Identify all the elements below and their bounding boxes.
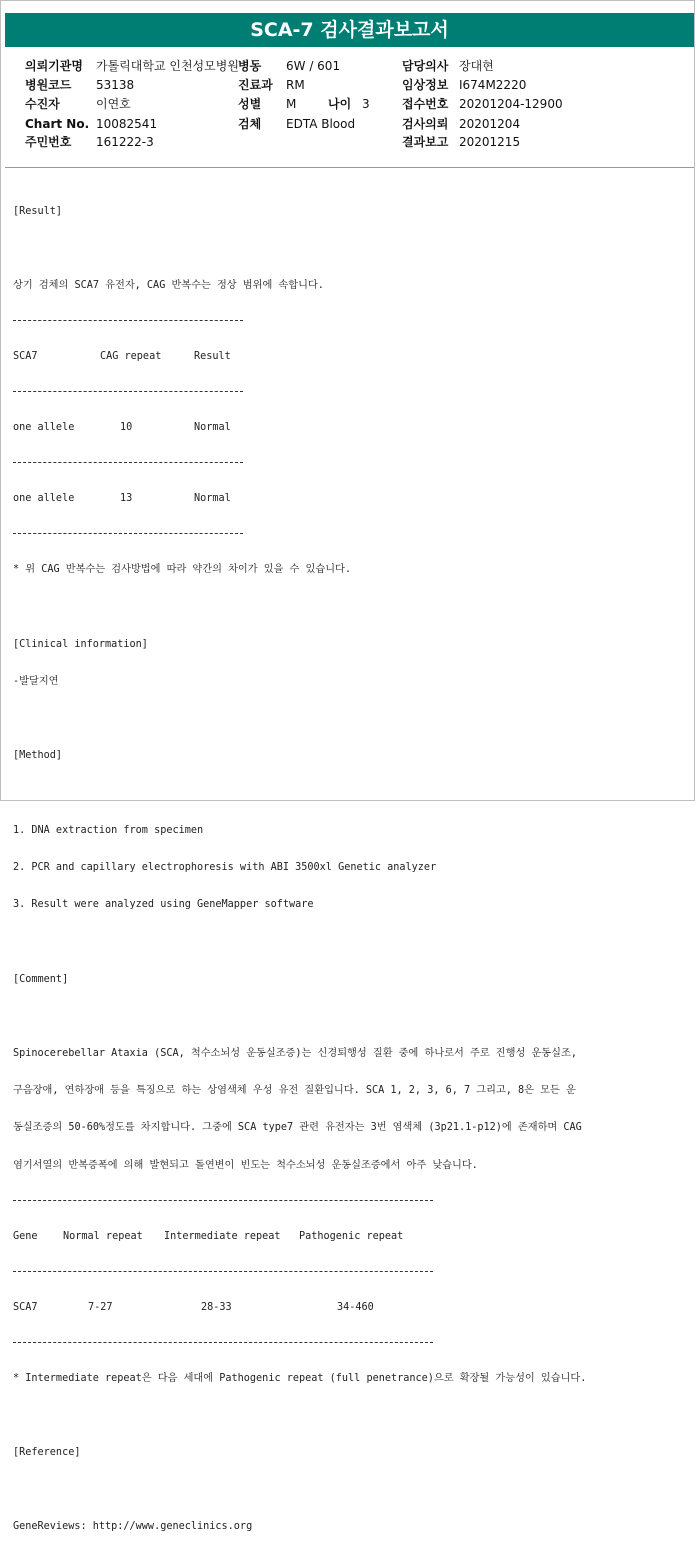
result-date-label: 결과보고 <box>402 135 449 149</box>
report-body <box>13 181 689 1559</box>
col-result: Result <box>194 351 231 363</box>
request-date-value: 20201204 <box>459 117 521 131</box>
table-row <box>13 493 689 505</box>
comment-line: 염기서열의 반복증폭에 의해 발현되고 돌연변이 빈도는 척수소뇌성 운동실조증에서 아주 낮습니다. <box>13 1159 478 1171</box>
hospital-value: 가톨릭대학교 인천성모병원 <box>96 59 239 73</box>
col-normal: Normal repeat <box>63 1230 143 1242</box>
table-row <box>13 1302 689 1314</box>
id-no-label: 주민번호 <box>25 135 72 149</box>
id-no-value: 161222-3 <box>96 135 154 149</box>
receiver-label: 수진자 <box>25 97 60 111</box>
clinical-info-label: 임상정보 <box>402 78 449 92</box>
header-divider <box>5 167 694 168</box>
doctor-label: 담당의사 <box>402 59 449 73</box>
sex-value: M <box>286 97 297 111</box>
divider <box>13 320 243 326</box>
result-table-header <box>13 351 689 363</box>
comment-line: 동실조증의 50-60%정도를 차지합니다. 그중에 SCA type7 관련 유전자는 3번 염색체 (3p21.1-p12)에 존재하며 CAG <box>13 1122 582 1134</box>
allele-repeat: 13 <box>120 493 133 505</box>
repeat-table-header <box>13 1231 689 1243</box>
divider <box>13 1271 433 1277</box>
sex-label: 성별 <box>238 97 262 111</box>
specimen-label: 검체 <box>238 117 262 131</box>
result-note: * 위 CAG 반복수는 검사방법에 따라 약간의 차이가 있을 수 있습니다. <box>13 564 352 576</box>
col-pathogenic: Pathogenic repeat <box>299 1230 404 1242</box>
allele-label: one allele <box>13 422 75 434</box>
clinical-heading: [Clinical information] <box>13 638 148 650</box>
divider <box>13 1200 433 1206</box>
divider <box>13 1342 433 1348</box>
comment-heading: [Comment] <box>13 973 69 985</box>
comment-line: 구음장애, 연하장애 등을 특징으로 하는 상염색체 우성 유전 질환입니다. SCA 1, 2, 3, 6, 7 그리고, 8은 모든 운 <box>13 1085 576 1097</box>
method-heading: [Method] <box>13 750 63 762</box>
result-date-value: 20201215 <box>459 135 521 149</box>
dept-value: RM <box>286 78 305 92</box>
reference-text: GeneReviews: http://www.geneclinics.org <box>13 1521 253 1533</box>
allele-result: Normal <box>194 422 231 434</box>
comment-note: * Intermediate repeat은 다음 세대에 Pathogenic repeat (full penetrance)으로 확장될 가능성이 있습니다. <box>13 1372 587 1384</box>
result-heading: [Result] <box>13 205 63 217</box>
col-cag: CAG repeat <box>100 351 162 363</box>
clinical-info-value: I674M2220 <box>459 78 527 92</box>
age-label: 나이 <box>328 97 352 111</box>
method-item: 3. Result were analyzed using GeneMapper software <box>13 899 314 911</box>
table-row <box>13 422 689 434</box>
age-value: 3 <box>362 97 370 111</box>
allele-result: Normal <box>194 493 231 505</box>
request-date-label: 검사의뢰 <box>402 117 449 131</box>
receiver-value: 이연호 <box>96 97 131 111</box>
allele-label: one allele <box>13 493 75 505</box>
allele-repeat: 10 <box>120 422 133 434</box>
col-gene: Gene <box>13 1230 38 1242</box>
clinical-text: -발달지연 <box>13 675 59 687</box>
chart-no-value: 10082541 <box>96 117 158 131</box>
gene-value: SCA7 <box>13 1301 38 1313</box>
intermediate-value: 28-33 <box>201 1301 232 1313</box>
hospital-code-label: 병원코드 <box>25 78 72 92</box>
col-intermediate: Intermediate repeat <box>164 1230 281 1242</box>
hospital-code-value: 53138 <box>96 78 135 92</box>
col-gene: SCA7 <box>13 351 38 363</box>
dept-label: 진료과 <box>238 78 273 92</box>
normal-value: 7-27 <box>88 1301 113 1313</box>
ward-value: 6W / 601 <box>286 59 341 73</box>
specimen-value: EDTA Blood <box>286 117 356 131</box>
receipt-no-value: 20201204-12900 <box>459 97 563 111</box>
hospital-label: 의뢰기관명 <box>25 59 83 73</box>
doctor-value: 장대현 <box>459 59 494 73</box>
pathogenic-value: 34-460 <box>337 1301 374 1313</box>
comment-line: Spinocerebellar Ataxia (SCA, 척수소뇌성 운동실조증)는 신경퇴행성 질환 중에 하나로서 주로 진행성 운동실조, <box>13 1047 577 1059</box>
receipt-no-label: 접수번호 <box>402 97 449 111</box>
result-summary: 상기 검체의 SCA7 유전자, CAG 반복수는 정상 범위에 속합니다. <box>13 280 324 292</box>
reference-heading: [Reference] <box>13 1446 81 1458</box>
method-item: 1. DNA extraction from specimen <box>13 824 204 836</box>
ward-label: 병동 <box>238 59 262 73</box>
report-title: SCA-7 검사결과보고서 <box>5 13 694 47</box>
method-item: 2. PCR and capillary electrophoresis with ABI 3500xl Genetic analyzer <box>13 861 437 873</box>
chart-no-label: Chart No. <box>25 117 90 131</box>
